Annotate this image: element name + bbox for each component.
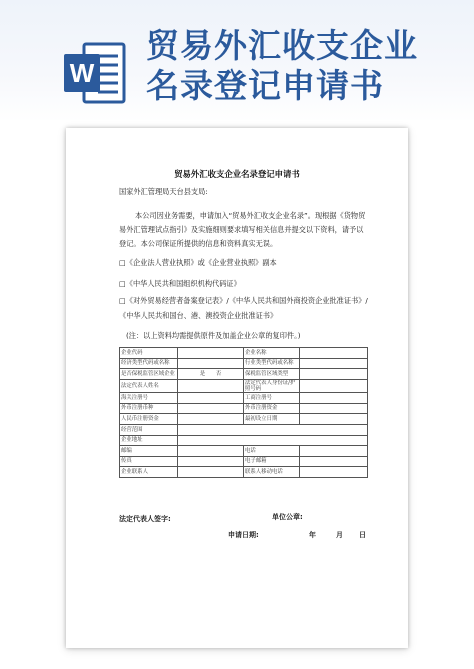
field-label: 法定代表人身份证/护照号码 — [244, 379, 300, 392]
field-value-cell[interactable] — [178, 456, 244, 467]
date-day-label: 日 — [359, 531, 366, 539]
table-row — [120, 358, 368, 369]
field-value-cell[interactable] — [300, 446, 368, 457]
field-value-cell[interactable] — [300, 358, 368, 369]
field-label: 企业地址 — [120, 435, 178, 446]
registration-form-table — [119, 347, 368, 478]
field-label: 电话 — [244, 446, 300, 457]
field-value-cell[interactable] — [178, 414, 244, 425]
table-row — [120, 456, 368, 467]
field-label: 电子邮箱 — [244, 456, 300, 467]
field-value-cell[interactable] — [300, 369, 368, 380]
field-label: 是否保税监管区域企业 — [120, 369, 178, 380]
field-label: 行业类型代码或名称 — [244, 358, 300, 369]
field-value-cell[interactable] — [300, 403, 368, 414]
addressee: 国家外汇管理局天台县支局: — [119, 187, 208, 196]
field-value-cell[interactable] — [178, 467, 244, 478]
banner-title-line2: 名录登记申请书 — [146, 66, 384, 105]
table-row — [120, 403, 368, 414]
table-row — [120, 435, 368, 446]
field-label: 外币注册币种 — [120, 403, 178, 414]
checklist-item-org-code: □《中华人民共和国组织机构代码证》 — [119, 279, 241, 288]
intro-paragraph: 本公司因业务需要，申请加入“贸易外汇收支企业名录”。现根据《货物贸易外汇管理试点指引》及实施细则要求填写相关信息并提交以下资料，请予以登记。本公司保证所提供的信息和资料真实无误。 — [119, 211, 366, 249]
field-label: 人民币注册资金 — [120, 414, 178, 425]
table-row — [120, 467, 368, 478]
banner-title — [146, 26, 466, 106]
field-label: 经营范围 — [120, 424, 178, 435]
company-seal-label: 单位公章: — [272, 513, 303, 521]
field-label: 企业代码 — [120, 348, 178, 359]
header-banner — [0, 0, 474, 122]
field-label: 邮编 — [120, 446, 178, 457]
field-value-cell[interactable] — [178, 379, 244, 392]
field-label: 最初设立日期 — [244, 414, 300, 425]
table-row — [120, 446, 368, 457]
word-document-icon — [62, 42, 130, 104]
table-row — [120, 424, 368, 435]
field-label: 经济类型代码或名称 — [120, 358, 178, 369]
field-value-cell[interactable] — [178, 403, 244, 414]
field-value-cell[interactable] — [300, 348, 368, 359]
field-label: 企业名称 — [244, 348, 300, 359]
field-label: 海关注册号 — [120, 393, 178, 404]
field-value-cell[interactable] — [300, 393, 368, 404]
field-value-cell[interactable] — [178, 393, 244, 404]
note: (注：以上资料均需提供原件及加盖企业公章的复印件。) — [126, 331, 301, 340]
field-label: 工商注册号 — [244, 393, 300, 404]
field-value-cell[interactable] — [300, 456, 368, 467]
application-date-label: 申请日期: — [228, 531, 259, 539]
field-value-cell[interactable] — [300, 414, 368, 425]
bonded-zone-yes-no[interactable]: 是 否 — [178, 369, 244, 380]
field-value-cell[interactable] — [300, 467, 368, 478]
table-row — [120, 379, 368, 392]
legal-representative-signature-label: 法定代表人签字: — [119, 515, 171, 523]
table-row — [120, 369, 368, 380]
field-value-cell[interactable] — [178, 435, 368, 446]
field-label: 外币注册资金 — [244, 403, 300, 414]
field-value-cell[interactable] — [178, 348, 244, 359]
checklist-item-registration: □《对外贸易经营者备案登记表》/《中华人民共和国外商投资企业批准证书》/《中华人民共和国台、港、澳投资企业批准证书》 — [119, 296, 368, 320]
field-label: 传真 — [120, 456, 178, 467]
document-page — [66, 128, 408, 648]
field-value-cell[interactable] — [178, 424, 368, 435]
date-year-label: 年 — [309, 531, 316, 539]
document-title: 贸易外汇收支企业名录登记申请书 — [174, 169, 300, 179]
field-value-cell[interactable] — [178, 358, 244, 369]
field-label: 企业联系人 — [120, 467, 178, 478]
table-row — [120, 348, 368, 359]
field-label: 法定代表人姓名 — [120, 379, 178, 392]
field-value-cell[interactable] — [300, 379, 368, 392]
word-letter: W — [69, 58, 95, 88]
field-label: 联系人移动电话 — [244, 467, 300, 478]
table-row — [120, 393, 368, 404]
field-label: 保税监管区域类型 — [244, 369, 300, 380]
date-month-label: 月 — [336, 531, 343, 539]
checklist-item-license: □《企业法人营业执照》或《企业营业执照》副本 — [119, 258, 277, 267]
table-row — [120, 414, 368, 425]
banner-title-line1: 贸易外汇收支企业 — [146, 26, 418, 65]
field-value-cell[interactable] — [178, 446, 244, 457]
